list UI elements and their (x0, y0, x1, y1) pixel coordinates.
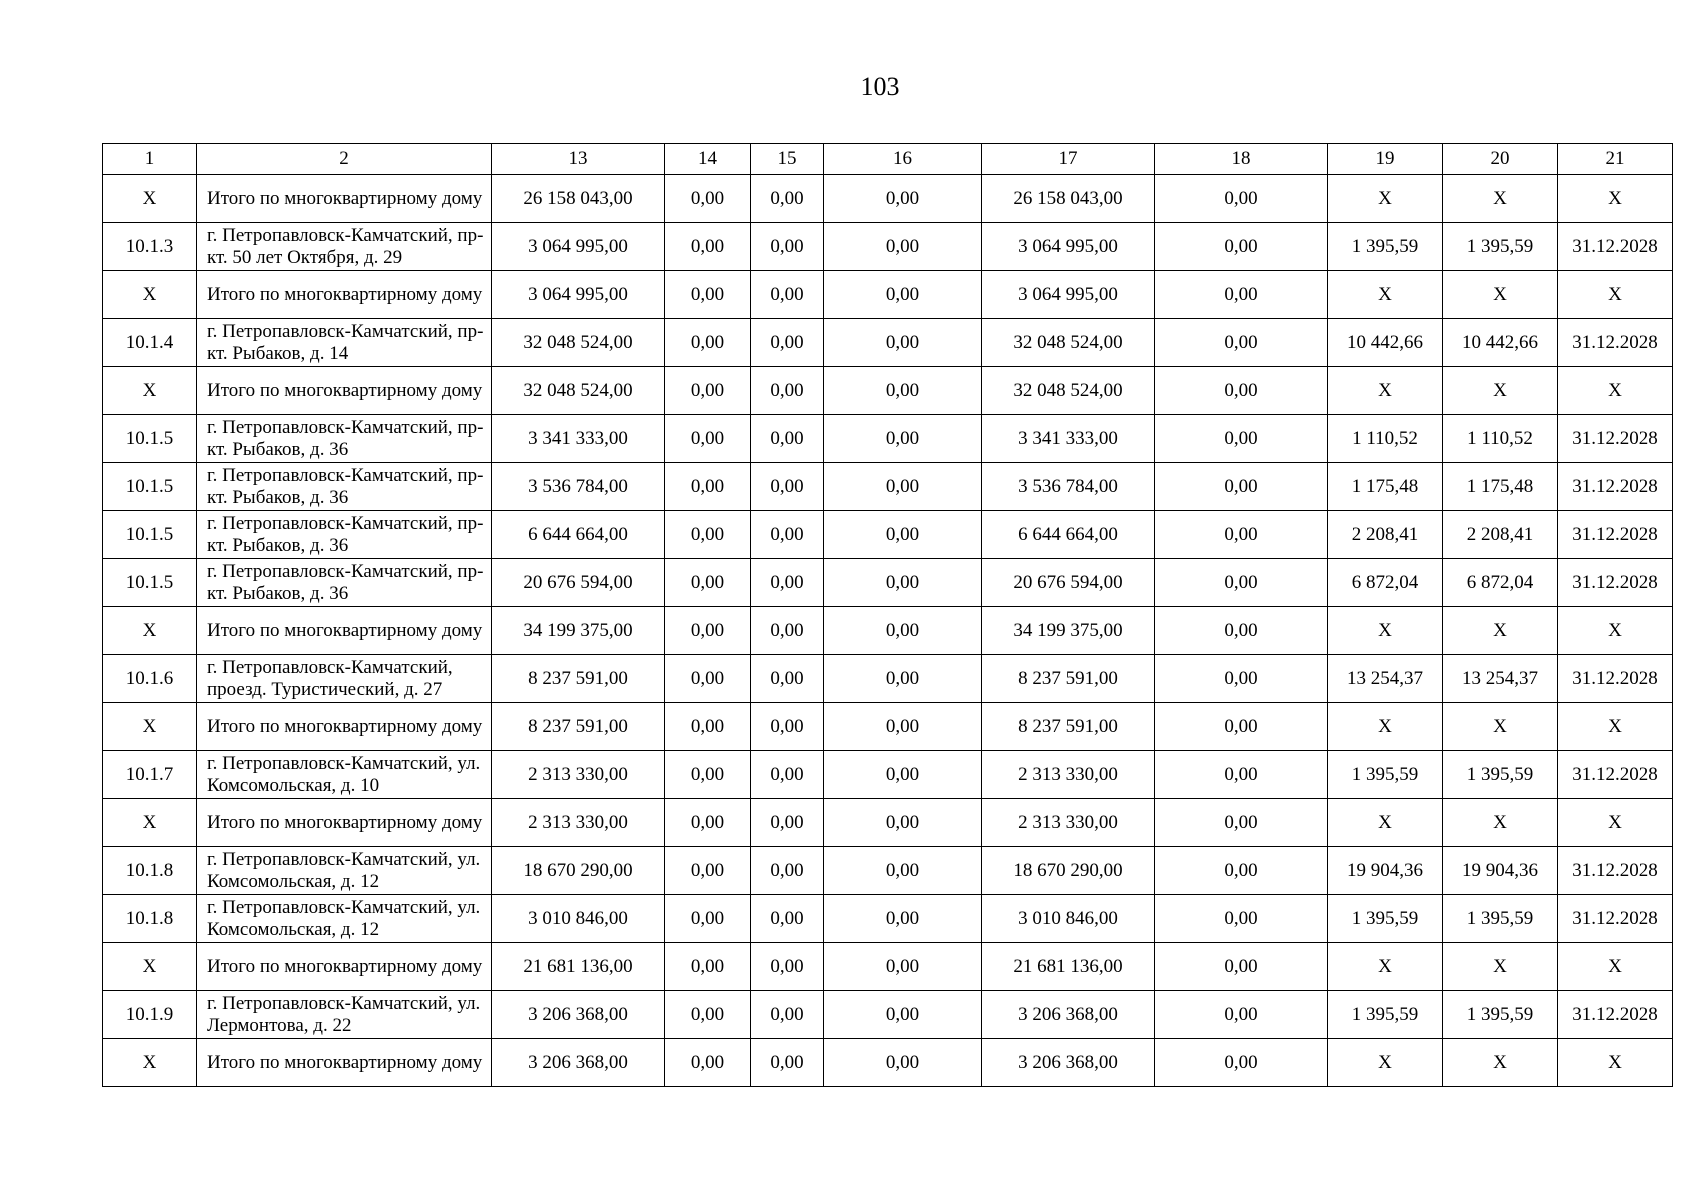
table-cell: X (1328, 607, 1443, 655)
table-cell: 1 395,59 (1443, 223, 1558, 271)
table-cell: 20 676 594,00 (982, 559, 1155, 607)
table-cell: 0,00 (824, 559, 982, 607)
table-cell: г. Петропавловск-Камчатский, ул. Комсомольская, д. 12 (197, 895, 492, 943)
table-cell: 0,00 (1155, 655, 1328, 703)
table-cell: Итого по многоквартирному дому (197, 1039, 492, 1087)
table-cell: X (1558, 1039, 1673, 1087)
table-cell: 3 206 368,00 (492, 991, 665, 1039)
table-cell: 0,00 (665, 751, 751, 799)
table-cell: X (103, 367, 197, 415)
table-cell: 0,00 (665, 895, 751, 943)
table-cell: X (1443, 943, 1558, 991)
table-cell: Итого по многоквартирному дому (197, 367, 492, 415)
table-cell: 1 395,59 (1328, 895, 1443, 943)
table-cell: 13 254,37 (1328, 655, 1443, 703)
table-cell: 0,00 (1155, 847, 1328, 895)
column-header: 1 (103, 144, 197, 175)
table-cell: 0,00 (824, 1039, 982, 1087)
table-cell: г. Петропавловск-Камчатский, проезд. Туристический, д. 27 (197, 655, 492, 703)
table-cell: 2 313 330,00 (492, 799, 665, 847)
table-cell: 0,00 (1155, 511, 1328, 559)
column-header: 13 (492, 144, 665, 175)
table-row (103, 895, 1673, 943)
table-cell: 10.1.5 (103, 511, 197, 559)
table-cell: 32 048 524,00 (492, 367, 665, 415)
table-cell: 3 064 995,00 (492, 223, 665, 271)
table-cell: X (1558, 175, 1673, 223)
table-cell: 13 254,37 (1443, 655, 1558, 703)
table-cell: 31.12.2028 (1558, 319, 1673, 367)
table-cell: г. Петропавловск-Камчатский, пр-кт. 50 лет Октября, д. 29 (197, 223, 492, 271)
table-cell: 0,00 (824, 367, 982, 415)
table-cell: X (103, 607, 197, 655)
table-cell: X (1328, 799, 1443, 847)
table-cell: 0,00 (824, 751, 982, 799)
table-cell: Итого по многоквартирному дому (197, 175, 492, 223)
table-cell: 8 237 591,00 (492, 703, 665, 751)
table-cell: 0,00 (751, 751, 824, 799)
table-cell: 8 237 591,00 (982, 703, 1155, 751)
table-row (103, 943, 1673, 991)
table-row (103, 223, 1673, 271)
table-row (103, 271, 1673, 319)
table-cell: 0,00 (824, 895, 982, 943)
table-row (103, 319, 1673, 367)
table-cell: 6 644 664,00 (982, 511, 1155, 559)
table-cell: 31.12.2028 (1558, 655, 1673, 703)
table-cell: 3 206 368,00 (982, 1039, 1155, 1087)
table-cell: X (1558, 703, 1673, 751)
table-cell: 2 313 330,00 (982, 751, 1155, 799)
table-cell: 1 175,48 (1443, 463, 1558, 511)
table-cell: 0,00 (1155, 751, 1328, 799)
table-cell: 8 237 591,00 (982, 655, 1155, 703)
table-cell: 0,00 (751, 703, 824, 751)
table-cell: 0,00 (751, 367, 824, 415)
table-cell: 0,00 (824, 271, 982, 319)
table-cell: 0,00 (665, 559, 751, 607)
table-cell: 0,00 (1155, 895, 1328, 943)
table-cell: 26 158 043,00 (492, 175, 665, 223)
table-row (103, 703, 1673, 751)
table-cell: 10.1.6 (103, 655, 197, 703)
table-cell: 3 536 784,00 (982, 463, 1155, 511)
table-cell: X (103, 271, 197, 319)
table-cell: X (1558, 943, 1673, 991)
table-cell: 0,00 (751, 655, 824, 703)
table-cell: 0,00 (824, 943, 982, 991)
table-cell: 19 904,36 (1328, 847, 1443, 895)
table-cell: X (1443, 271, 1558, 319)
table-cell: 0,00 (824, 847, 982, 895)
table-row (103, 655, 1673, 703)
table-cell: 0,00 (665, 847, 751, 895)
table-cell: г. Петропавловск-Камчатский, пр-кт. Рыбаков, д. 36 (197, 559, 492, 607)
column-header: 2 (197, 144, 492, 175)
table-cell: 31.12.2028 (1558, 751, 1673, 799)
table-cell: 0,00 (665, 655, 751, 703)
table-cell: 0,00 (751, 271, 824, 319)
table-cell: X (1558, 367, 1673, 415)
table-cell: X (1443, 607, 1558, 655)
table-cell: г. Петропавловск-Камчатский, ул. Лермонтова, д. 22 (197, 991, 492, 1039)
table-cell: X (1558, 271, 1673, 319)
table-cell: г. Петропавловск-Камчатский, пр-кт. Рыбаков, д. 36 (197, 463, 492, 511)
table-cell: 2 313 330,00 (982, 799, 1155, 847)
table-cell: 0,00 (1155, 415, 1328, 463)
table-cell: 3 064 995,00 (982, 223, 1155, 271)
table-row (103, 463, 1673, 511)
table-cell: 1 110,52 (1443, 415, 1558, 463)
table-cell: 0,00 (665, 271, 751, 319)
table-cell: 0,00 (665, 415, 751, 463)
table-cell: X (1558, 799, 1673, 847)
table-cell: 3 206 368,00 (982, 991, 1155, 1039)
table-cell: г. Петропавловск-Камчатский, пр-кт. Рыбаков, д. 14 (197, 319, 492, 367)
table-row (103, 367, 1673, 415)
table-cell: 0,00 (665, 943, 751, 991)
table-cell: 3 064 995,00 (492, 271, 665, 319)
table-cell: 0,00 (1155, 607, 1328, 655)
table-cell: 10.1.4 (103, 319, 197, 367)
table-row (103, 751, 1673, 799)
table-cell: г. Петропавловск-Камчатский, ул. Комсомольская, д. 12 (197, 847, 492, 895)
header-row (103, 144, 1673, 175)
table-cell: 10.1.5 (103, 415, 197, 463)
table-cell: 0,00 (824, 655, 982, 703)
column-header: 21 (1558, 144, 1673, 175)
table-cell: 3 010 846,00 (492, 895, 665, 943)
table-cell: Итого по многоквартирному дому (197, 943, 492, 991)
table-cell: 3 064 995,00 (982, 271, 1155, 319)
table-cell: 1 395,59 (1443, 751, 1558, 799)
table-cell: Итого по многоквартирному дому (197, 799, 492, 847)
table-cell: 0,00 (665, 463, 751, 511)
table-cell: 3 341 333,00 (492, 415, 665, 463)
table-cell: г. Петропавловск-Камчатский, пр-кт. Рыбаков, д. 36 (197, 415, 492, 463)
table-cell: X (1443, 175, 1558, 223)
table-cell: 0,00 (824, 223, 982, 271)
table-cell: 0,00 (1155, 559, 1328, 607)
table-cell: 0,00 (824, 175, 982, 223)
table-cell: 0,00 (1155, 319, 1328, 367)
table-cell: г. Петропавловск-Камчатский, ул. Комсомольская, д. 10 (197, 751, 492, 799)
table-cell: 2 313 330,00 (492, 751, 665, 799)
table-cell: 20 676 594,00 (492, 559, 665, 607)
table-cell: 0,00 (751, 223, 824, 271)
table-cell: 0,00 (1155, 367, 1328, 415)
page-number: 103 (860, 72, 900, 101)
table-cell: 1 110,52 (1328, 415, 1443, 463)
table-cell: 6 872,04 (1443, 559, 1558, 607)
column-header: 16 (824, 144, 982, 175)
table-cell: 0,00 (824, 991, 982, 1039)
table-cell: 2 208,41 (1328, 511, 1443, 559)
table-row (103, 1039, 1673, 1087)
table-cell: 10.1.9 (103, 991, 197, 1039)
table-cell: X (1328, 943, 1443, 991)
table-cell: 0,00 (1155, 703, 1328, 751)
table-cell: 0,00 (751, 991, 824, 1039)
table-cell: 0,00 (824, 511, 982, 559)
table-cell: 0,00 (665, 703, 751, 751)
table-cell: 0,00 (665, 607, 751, 655)
table-cell: 6 644 664,00 (492, 511, 665, 559)
table-cell: 0,00 (1155, 943, 1328, 991)
table-cell: 10.1.8 (103, 895, 197, 943)
table-cell: 0,00 (751, 463, 824, 511)
table-cell: 0,00 (824, 319, 982, 367)
table-cell: 31.12.2028 (1558, 415, 1673, 463)
table-cell: 26 158 043,00 (982, 175, 1155, 223)
table-row (103, 415, 1673, 463)
table-cell: X (1443, 703, 1558, 751)
table-cell: X (1558, 607, 1673, 655)
table-cell: 2 208,41 (1443, 511, 1558, 559)
table-cell: 32 048 524,00 (982, 367, 1155, 415)
table-cell: Итого по многоквартирному дому (197, 271, 492, 319)
table-cell: X (1443, 1039, 1558, 1087)
table-cell: X (103, 703, 197, 751)
table-cell: 10.1.3 (103, 223, 197, 271)
table-cell: 0,00 (665, 799, 751, 847)
table-row (103, 799, 1673, 847)
table-cell: X (103, 799, 197, 847)
table-cell: 10.1.7 (103, 751, 197, 799)
table-cell: 0,00 (824, 607, 982, 655)
table-cell: 10 442,66 (1443, 319, 1558, 367)
table-row (103, 847, 1673, 895)
table-cell: Итого по многоквартирному дому (197, 703, 492, 751)
table-cell: 0,00 (665, 223, 751, 271)
table-cell: 0,00 (665, 367, 751, 415)
table-cell: 1 395,59 (1443, 991, 1558, 1039)
table-cell: X (1328, 367, 1443, 415)
table-cell: 0,00 (665, 511, 751, 559)
table-cell: 3 341 333,00 (982, 415, 1155, 463)
table-cell: 0,00 (751, 799, 824, 847)
table-row (103, 607, 1673, 655)
table-cell: 3 536 784,00 (492, 463, 665, 511)
table-cell: 21 681 136,00 (492, 943, 665, 991)
table-cell: X (1443, 367, 1558, 415)
table-cell: 0,00 (751, 895, 824, 943)
table-cell: 32 048 524,00 (492, 319, 665, 367)
table-cell: X (1443, 799, 1558, 847)
table-cell: X (103, 1039, 197, 1087)
table-cell: X (1328, 175, 1443, 223)
table-cell: 0,00 (1155, 175, 1328, 223)
table-row (103, 511, 1673, 559)
table-cell: 0,00 (751, 607, 824, 655)
table-cell: 6 872,04 (1328, 559, 1443, 607)
table-cell: 31.12.2028 (1558, 511, 1673, 559)
table-cell: X (1328, 1039, 1443, 1087)
table-cell: 10.1.8 (103, 847, 197, 895)
table-cell: 0,00 (824, 415, 982, 463)
table-cell: 3 010 846,00 (982, 895, 1155, 943)
table-cell: 18 670 290,00 (982, 847, 1155, 895)
table-cell: 0,00 (751, 559, 824, 607)
table-cell: 8 237 591,00 (492, 655, 665, 703)
table-cell: 0,00 (751, 1039, 824, 1087)
table-cell: 1 395,59 (1328, 991, 1443, 1039)
table-cell: X (103, 175, 197, 223)
table-cell: 10.1.5 (103, 559, 197, 607)
table-cell: 0,00 (751, 511, 824, 559)
table-cell: 21 681 136,00 (982, 943, 1155, 991)
table-cell: 0,00 (751, 847, 824, 895)
table-cell: 10.1.5 (103, 463, 197, 511)
table-cell: 31.12.2028 (1558, 559, 1673, 607)
table-cell: 31.12.2028 (1558, 847, 1673, 895)
table-cell: 0,00 (751, 415, 824, 463)
table-cell: 0,00 (665, 319, 751, 367)
column-header: 17 (982, 144, 1155, 175)
table-cell: 0,00 (751, 943, 824, 991)
table-cell: 1 395,59 (1328, 751, 1443, 799)
table-cell: 32 048 524,00 (982, 319, 1155, 367)
table-cell: 0,00 (751, 175, 824, 223)
table-row (103, 175, 1673, 223)
table-cell: 3 206 368,00 (492, 1039, 665, 1087)
table-cell: 0,00 (1155, 463, 1328, 511)
table-cell: 1 395,59 (1443, 895, 1558, 943)
table-cell: 0,00 (751, 319, 824, 367)
table-cell: Итого по многоквартирному дому (197, 607, 492, 655)
table-cell: 19 904,36 (1443, 847, 1558, 895)
column-header: 19 (1328, 144, 1443, 175)
table-cell: 34 199 375,00 (982, 607, 1155, 655)
table-cell: 0,00 (1155, 991, 1328, 1039)
table-cell: 31.12.2028 (1558, 895, 1673, 943)
column-header: 14 (665, 144, 751, 175)
table-cell: 0,00 (824, 703, 982, 751)
table-cell: 1 175,48 (1328, 463, 1443, 511)
table-cell: 0,00 (1155, 799, 1328, 847)
table-cell: 0,00 (665, 1039, 751, 1087)
table-cell: 31.12.2028 (1558, 463, 1673, 511)
data-table (102, 143, 1673, 1087)
table-cell: X (1328, 271, 1443, 319)
table-cell: 0,00 (824, 463, 982, 511)
table-cell: 1 395,59 (1328, 223, 1443, 271)
table-cell: 18 670 290,00 (492, 847, 665, 895)
table-cell: 31.12.2028 (1558, 991, 1673, 1039)
table-cell: 0,00 (1155, 1039, 1328, 1087)
column-header: 18 (1155, 144, 1328, 175)
column-header: 15 (751, 144, 824, 175)
table-cell: 0,00 (665, 175, 751, 223)
table-cell: 10 442,66 (1328, 319, 1443, 367)
table-cell: 0,00 (665, 991, 751, 1039)
table-row (103, 559, 1673, 607)
table-cell: X (103, 943, 197, 991)
table-cell: 0,00 (1155, 271, 1328, 319)
table-cell: г. Петропавловск-Камчатский, пр-кт. Рыбаков, д. 36 (197, 511, 492, 559)
column-header: 20 (1443, 144, 1558, 175)
table-cell: 31.12.2028 (1558, 223, 1673, 271)
table-row (103, 991, 1673, 1039)
table-cell: 34 199 375,00 (492, 607, 665, 655)
table-cell: 0,00 (824, 799, 982, 847)
table-cell: 0,00 (1155, 223, 1328, 271)
table-cell: X (1328, 703, 1443, 751)
